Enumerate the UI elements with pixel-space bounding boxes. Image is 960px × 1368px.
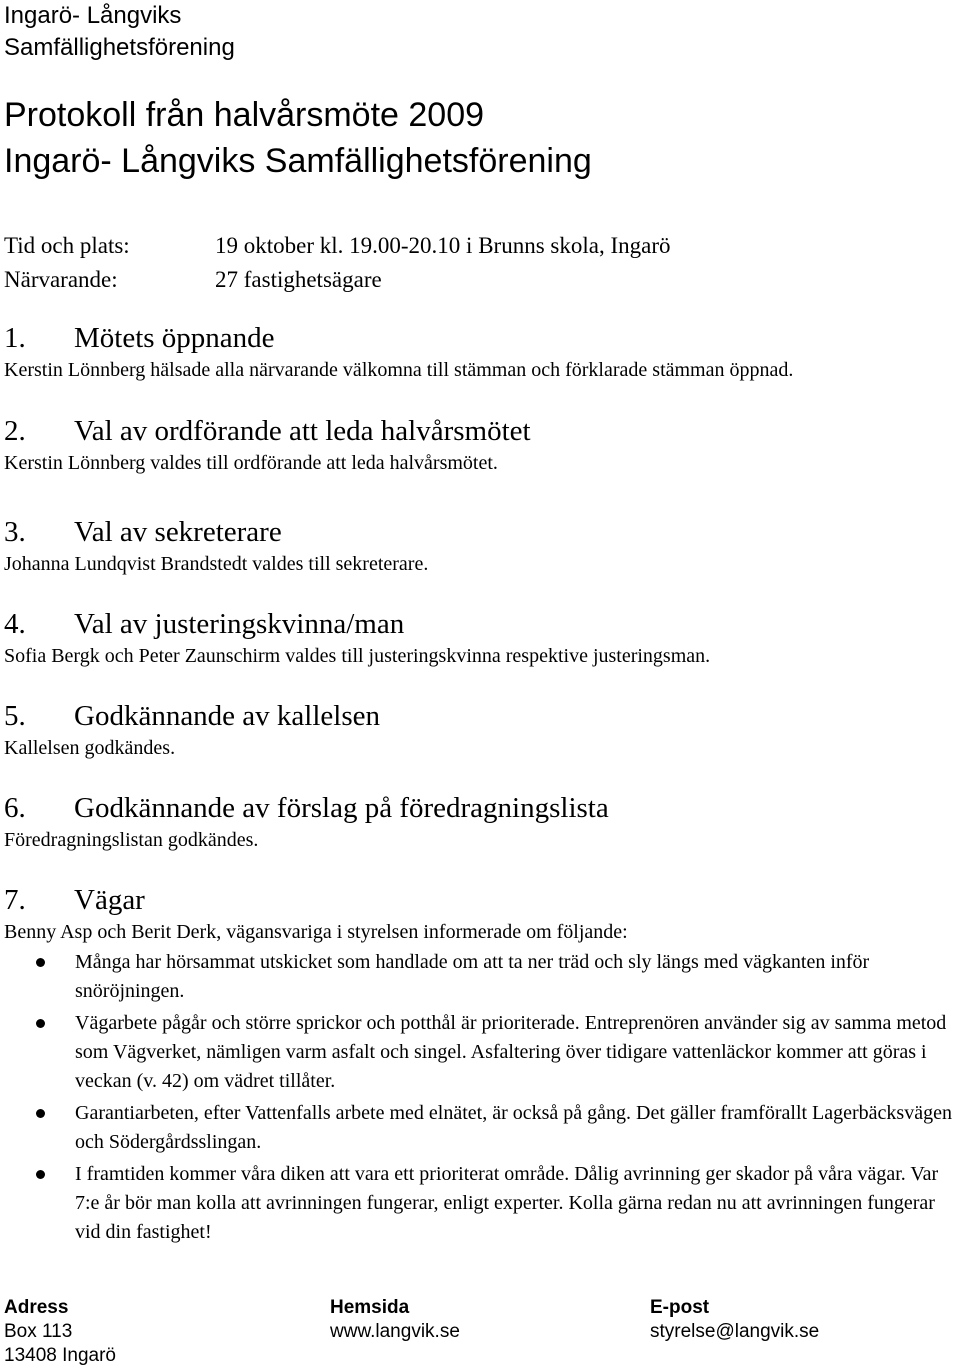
bullet-icon bbox=[36, 958, 45, 967]
present-label: Närvarande: bbox=[4, 267, 118, 292]
footer-address bbox=[4, 1296, 116, 1368]
section-heading: 3. Val av sekreterare bbox=[4, 516, 282, 548]
section-heading: 5. Godkännande av kallelsen bbox=[4, 700, 381, 732]
email-heading: E-post bbox=[650, 1297, 710, 1318]
roads-bullet-list bbox=[4, 948, 956, 1247]
bullet-icon bbox=[36, 1109, 45, 1118]
section-heading: 6. Godkännande av förslag på föredragningslista bbox=[4, 792, 609, 824]
bullet-icon bbox=[36, 1019, 45, 1028]
list-item: Vägarbete pågår och större sprickor och potthål är prioriterade. Entreprenören använder sig av samma metod som Vägverket, nämligen varm asfalt och singel. Asfaltering över tidigare vattenläckor kommer att göras i veckan (v. 42) om vädret tillåter. bbox=[4, 1009, 960, 1096]
section-2 bbox=[4, 413, 956, 477]
section-heading: 1. Mötets öppnande bbox=[4, 322, 275, 354]
address-heading: Adress bbox=[4, 1297, 69, 1318]
list-item: I framtiden kommer våra diken att vara ett prioriterat område. Dålig avrinning ger skador på våra vägar. Var 7:e år bör man kolla att avrinningen fungerar, enligt experter. Kolla gärna redan nu att avrinningen fungerar vid din fastighet! bbox=[4, 1160, 960, 1247]
meta-present-row bbox=[4, 263, 670, 297]
address-line-2: 13408 Ingarö bbox=[4, 1345, 116, 1366]
meeting-meta bbox=[4, 229, 670, 297]
time-label: Tid och plats: bbox=[4, 233, 130, 258]
present-value: 27 fastighetsägare bbox=[215, 267, 382, 292]
organization-name bbox=[4, 0, 235, 64]
list-item: Många har hörsammat utskicket som handlade om att ta ner träd och sly längs med vägkanten inför snöröjningen. bbox=[4, 948, 960, 1006]
org-line-2: Samfällighetsförening bbox=[4, 34, 235, 61]
title-line-1: Protokoll från halvårsmöte 2009 bbox=[4, 96, 485, 134]
section-body: Sofia Bergk och Peter Zaunschirm valdes till justeringskvinna respektive justeringsman. bbox=[4, 645, 711, 667]
website-link[interactable]: www.langvik.se bbox=[330, 1321, 460, 1342]
section-body: Föredragningslistan godkändes. bbox=[4, 829, 259, 851]
bullet-icon bbox=[36, 1170, 45, 1179]
section-body: Kerstin Lönnberg hälsade alla närvarande välkomna till stämman och förklarade stämman öppnad. bbox=[4, 359, 794, 381]
footer-website bbox=[330, 1296, 460, 1344]
time-value: 19 oktober kl. 19.00-20.10 i Brunns skola, Ingarö bbox=[215, 233, 671, 258]
email-link[interactable]: styrelse@langvik.se bbox=[650, 1321, 820, 1342]
list-item: Garantiarbeten, efter Vattenfalls arbete med elnätet, är också på gång. Det gäller framförallt Lagerbäcksvägen och Södergårdsslingan. bbox=[4, 1099, 960, 1157]
section-heading: 4. Val av justeringskvinna/man bbox=[4, 608, 405, 640]
website-heading: Hemsida bbox=[330, 1297, 410, 1318]
section-5 bbox=[4, 698, 956, 762]
meta-time-row bbox=[4, 229, 670, 263]
footer-email bbox=[650, 1296, 819, 1344]
section-body: Kerstin Lönnberg valdes till ordförande att leda halvårsmötet. bbox=[4, 452, 498, 474]
section-heading: 2. Val av ordförande att leda halvårsmötet bbox=[4, 415, 531, 447]
section-3 bbox=[4, 514, 956, 578]
document-title bbox=[4, 92, 592, 184]
section-4 bbox=[4, 606, 956, 670]
section-6 bbox=[4, 790, 956, 854]
org-line-1: Ingarö- Långviks bbox=[4, 2, 182, 29]
section-heading: 7. Vägar bbox=[4, 884, 145, 916]
section-7 bbox=[4, 882, 956, 1250]
address-line-1: Box 113 bbox=[4, 1321, 73, 1342]
title-line-2: Ingarö- Långviks Samfällighetsförening bbox=[4, 142, 592, 180]
section-body: Kallelsen godkändes. bbox=[4, 737, 176, 759]
section-body: Johanna Lundqvist Brandstedt valdes till sekreterare. bbox=[4, 553, 429, 575]
section-body: Benny Asp och Berit Derk, vägansvariga i styrelsen informerade om följande: bbox=[4, 921, 628, 943]
section-1 bbox=[4, 320, 956, 384]
